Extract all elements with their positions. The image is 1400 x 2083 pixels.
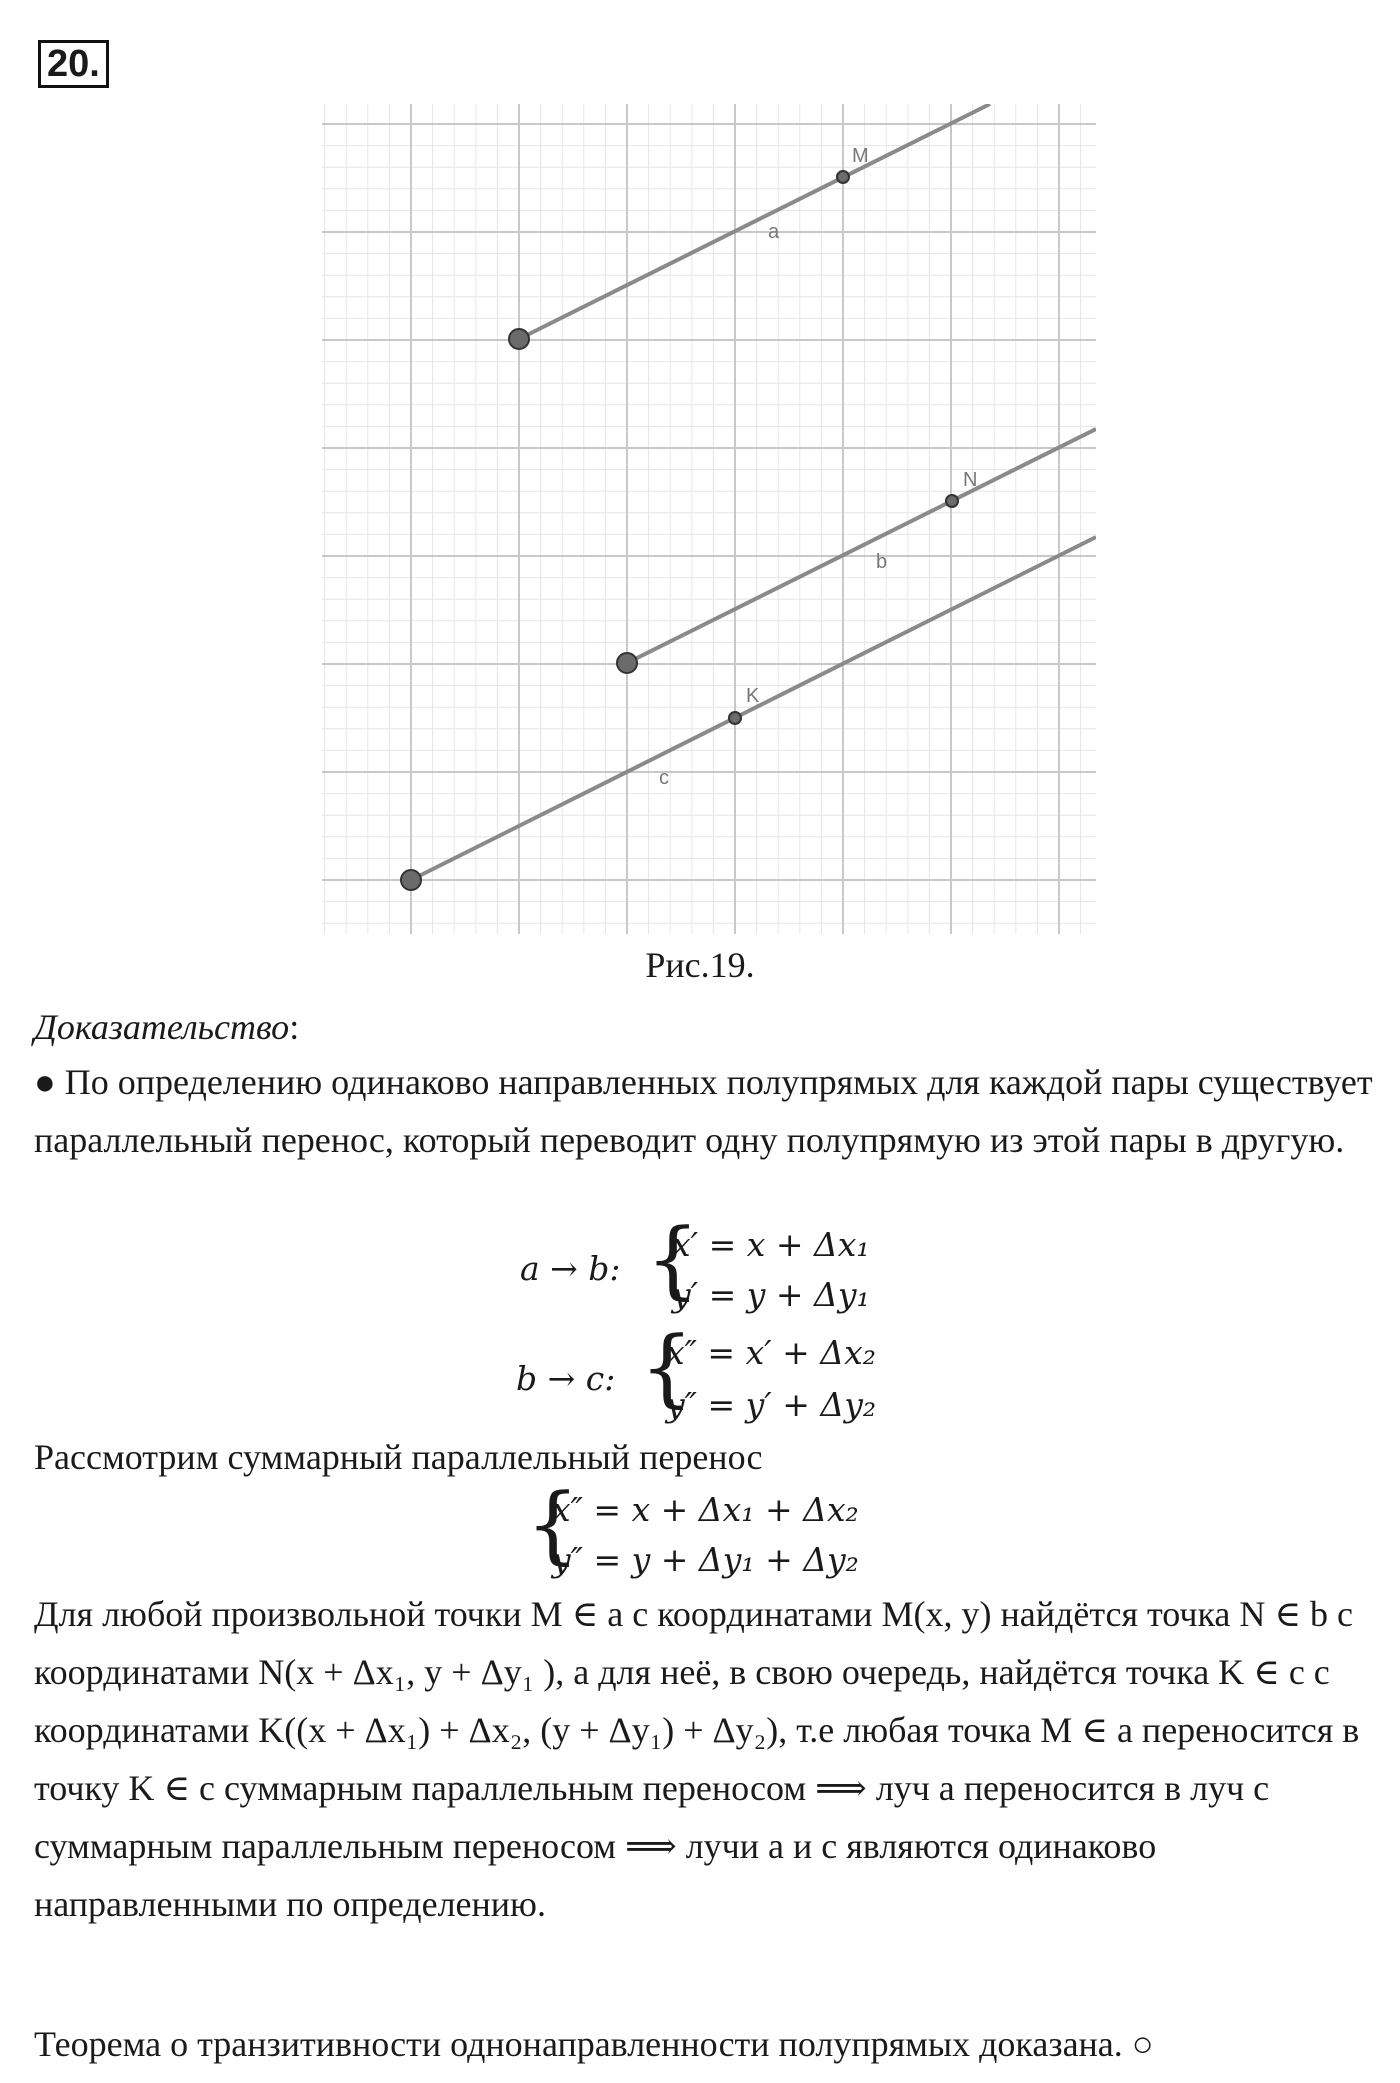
label-c: c [659,767,669,789]
proof-heading [34,998,1374,1056]
ray-c [411,537,1096,880]
ray-c-origin [401,870,421,890]
ray-a [519,104,990,339]
formula-b-to-c-line1: x″ = x′ + Δx₂ [666,1333,876,1372]
formula-a-to-b-line1: x′ = x + Δx₁ [672,1225,870,1264]
formula-b-to-c-line2: y″ = y′ + Δy₂ [666,1385,877,1424]
formula-a-to-b-brace: { [646,1210,700,1308]
proof-heading-colon: : [289,1007,300,1047]
point-N [946,495,958,507]
label-N: N [963,469,978,491]
formula-a-to-b-label: a → b: [520,1249,621,1288]
formula-sum-line2: y″ = y + Δy₁ + Δy₂ [552,1540,859,1579]
formula-b-to-c [516,1318,916,1433]
ray-b [627,429,1096,663]
formula-sum-brace: { [526,1475,580,1573]
paragraph-sum-transfer: Рассмотрим суммарный параллельный перенос [34,1437,763,1477]
figure-19 [322,104,1096,934]
formula-sum [526,1475,906,1590]
grid-minor-lines [322,104,1096,934]
paragraph-proof-body: Для любой произвольной точки M ∈ a с координатами M(x, y) найдётся точка N ∈ b с координатами N(x + Δx₁, y + Δy₁ ), а для неё, в свою очередь, найдётся точка K ∈ c с координатами K((x + Δx₁) + Δx₂, (y + Δy₁) + Δy₂), т.е любая точка M ∈ a переносится в точку K ∈ c суммарным параллельным переносом ⟹ луч a переносится в луч c суммарным параллельным переносом ⟹ лучи a и c являются одинаково направленными по определению. [34,1594,1360,1924]
proof-heading-text: Доказательство [34,1007,290,1047]
point-K [729,712,741,724]
formula-b-to-c-label: b → c: [516,1359,616,1398]
label-b: b [876,551,888,573]
label-K: K [746,685,760,707]
ray-b-origin [617,653,637,673]
label-M: M [852,145,869,167]
paragraph-definition: ● По определению одинаково направленных полупрямых для каждой пары существует параллельный перенос, который переводит одну полупрямую из этой пары в другую. [34,1062,1373,1160]
figure-caption: Рис.19. [645,945,755,985]
paragraph-conclusion: Теорема о транзитивности однонаправленности полупрямых доказана. ○ [34,2024,1154,2064]
formula-a-to-b [520,1210,900,1325]
grid-figure [322,104,1096,934]
label-a: a [768,221,780,243]
formula-sum-line1: x″ = x + Δx₁ + Δx₂ [552,1490,859,1529]
problem-number: 20. [38,40,109,88]
formula-a-to-b-line2: y′ = y + Δy₁ [672,1275,870,1314]
grid-major-lines [322,104,1096,934]
point-M [837,171,849,183]
ray-a-origin [509,329,529,349]
formula-b-to-c-brace: { [640,1318,694,1416]
